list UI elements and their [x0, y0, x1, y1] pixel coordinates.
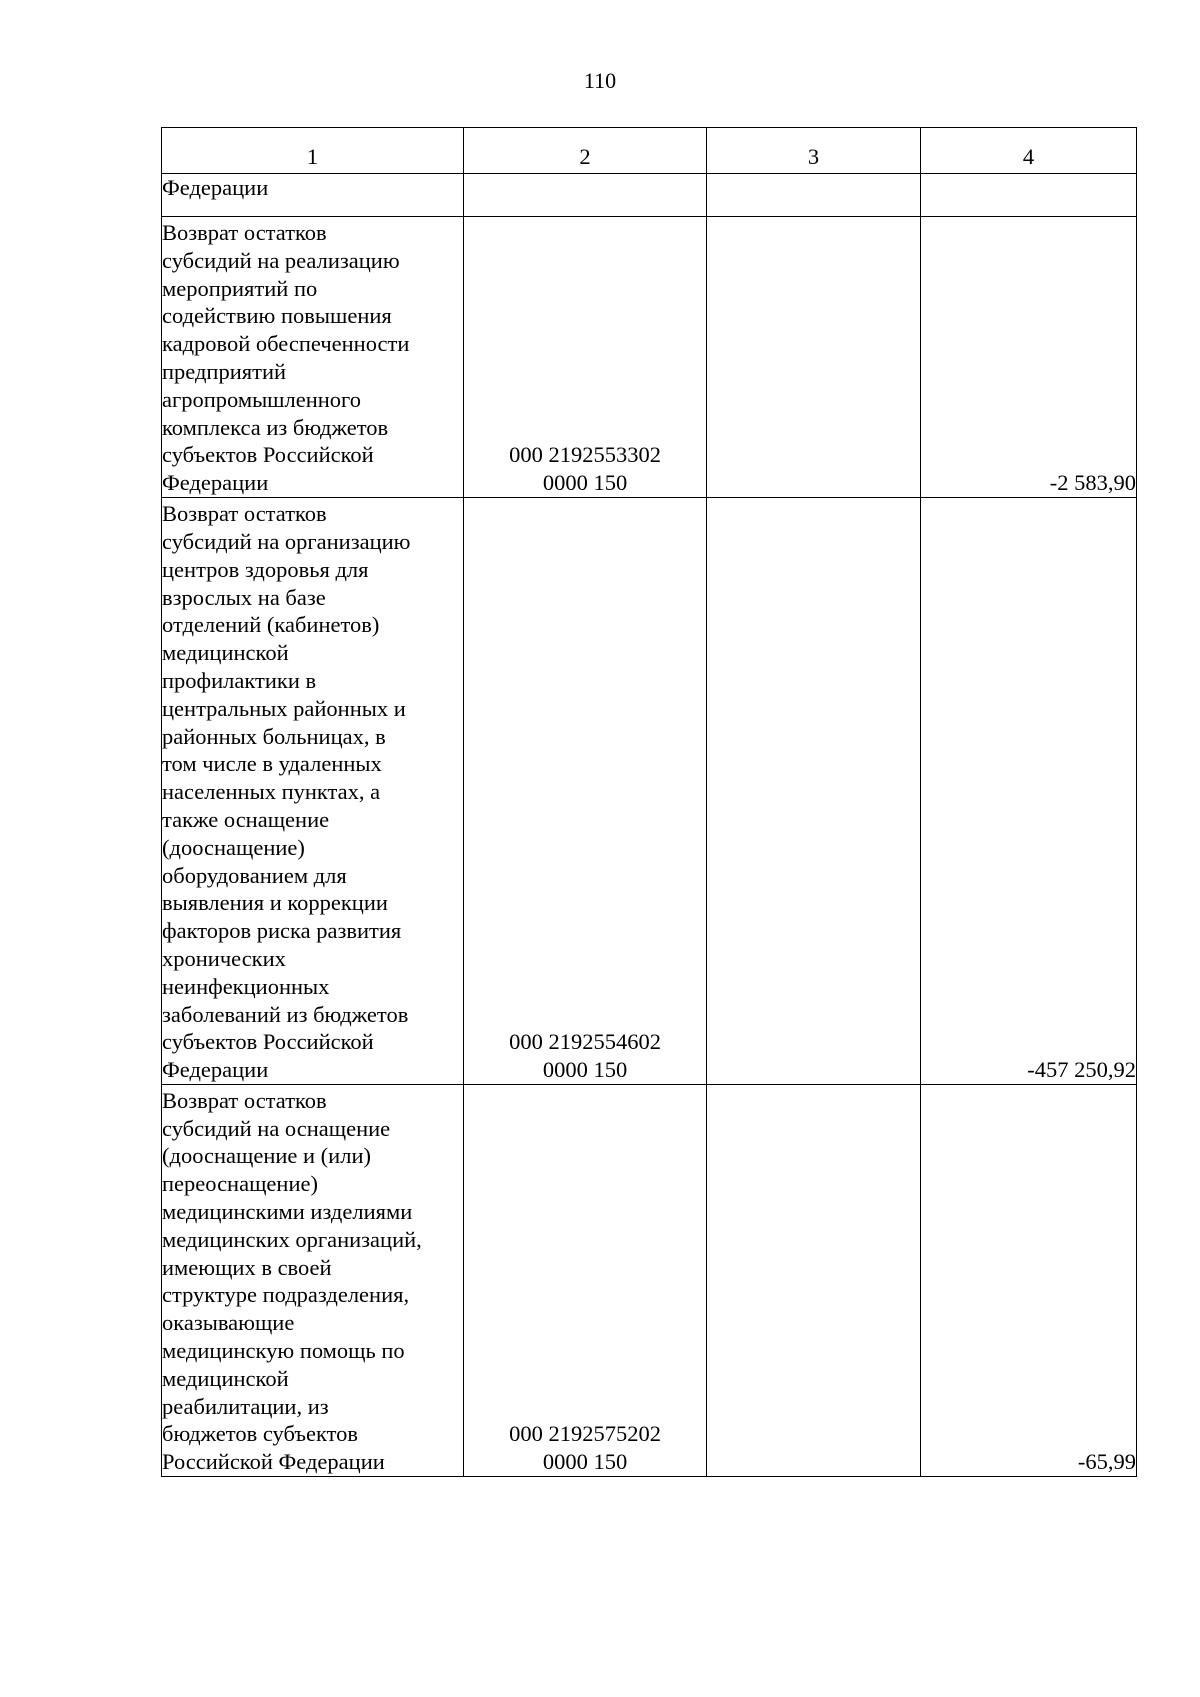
row-name: Возврат остатков субсидий на оснащение (дооснащение и (или) переоснащение) медицинскими изделиями медицинских организаций, имеющих в своей структуре подразделения, оказывающие медицинскую помощь по медицинской реабилитации, из бюджетов субъектов Российской Федерации: [162, 1087, 422, 1475]
continuation-text: Федерации: [162, 174, 464, 217]
row-amount: -65,99: [921, 1085, 1137, 1477]
budget-table: [161, 127, 1137, 1477]
row-name-cell: [162, 498, 464, 1085]
row-name-cell: [162, 217, 464, 498]
row-code: 000 2192554602 0000 150: [509, 1029, 661, 1083]
row-name: Возврат остатков субсидий на организацию центров здоровья для взрослых на базе отделений (кабинетов) медицинской профилактики в центральных районных и районных больницах, в том числе в удаленных населенных пунктах, а также оснащение (дооснащение) оборудованием для выявления и коррекции факторов риска развития хронических неинфекционных заболеваний из бюджетов субъектов Российской Федерации: [162, 501, 411, 1083]
row-code: 000 2192553302 0000 150: [509, 442, 661, 496]
row-code: 000 2192575202 0000 150: [509, 1421, 661, 1475]
header-cell-4: 4: [921, 128, 1137, 174]
empty-cell: [921, 174, 1137, 217]
row-col3: [707, 1085, 921, 1477]
header-cell-2: 2: [464, 128, 707, 174]
row-name: Возврат остатков субсидий на реализацию мероприятий по содействию повышения кадровой обеспеченности предприятий агропромышленного комплекса из бюджетов субъектов Российской Федерации: [162, 220, 410, 496]
row-code-cell: [464, 498, 707, 1085]
row-amount: -2 583,90: [921, 217, 1137, 498]
page-number: 110: [583, 68, 617, 93]
row-col3: [707, 498, 921, 1085]
table-row: [162, 217, 1137, 498]
header-cell-3: 3: [707, 128, 921, 174]
row-name-cell: [162, 1085, 464, 1477]
row-col3: [707, 217, 921, 498]
empty-cell: [707, 174, 921, 217]
table-header-row: [162, 128, 1137, 174]
row-amount: -457 250,92: [921, 498, 1137, 1085]
row-code-cell: [464, 217, 707, 498]
table-row: [162, 498, 1137, 1085]
table-row: [162, 1085, 1137, 1477]
header-cell-1: 1: [162, 128, 464, 174]
empty-cell: [464, 174, 707, 217]
row-code-cell: [464, 1085, 707, 1477]
continuation-row: [162, 174, 1137, 217]
